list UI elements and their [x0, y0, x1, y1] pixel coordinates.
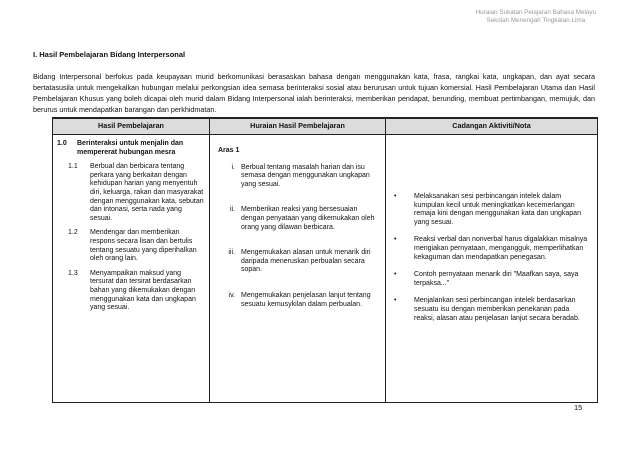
description-text: Mengemukakan alasan untuk menarik diri daripada meneruskan perbualan secara sopan.	[241, 249, 371, 274]
description-item	[218, 164, 379, 190]
activities-cell	[386, 135, 598, 403]
description-number: iv.	[228, 291, 235, 299]
section-title: I. Hasil Pembelajaran Bidang Interpersonal	[33, 50, 186, 59]
outcome-item-text: Mendengar dan memberikan respons secara lisan dan bertulis tentang sesuatu yang diperihalkan oleh orang lain.	[90, 229, 197, 263]
description-text: Berbual tentang masalah harian dan isu semasa dengan menggunakan ungkapan yang sesuai.	[241, 163, 370, 188]
intro-text: Bidang Interpersonal berfokus pada keupayaan murid berkomunikasi berasaskan bahasa dengan menggunakan kata, frasa, rangkai kata, ungkapan, dan ayat secara bertatasusila untuk mengekalkan hubungan melalui perkongsian idea semasa berinteraksi sosial atau berurusan untuk tujuan komersial. Hasil Pembelajaran Utama dan Hasil Pembelajaran Khusus yang boleh dicapai oleh murid dalam Bidang Interpersonal ialah berinteraksi, memberikan pendapat, berunding, membuat pertimbangan, memujuk, dan berurus untuk mendapatkan barangan dan perkhidmatan.	[33, 72, 595, 114]
activity-item	[394, 297, 591, 323]
header-huraian: Huraian Hasil Pembelajaran	[210, 118, 386, 135]
page-number: 15	[574, 403, 583, 412]
outcome-item-text: Menyampaikan maksud yang tersurat dan tersirat berdasarkan bahan yang dikemukakan dengan menggunakan kata dan ungkapan yang sesuai.	[90, 269, 196, 312]
bullet-icon: •	[394, 193, 397, 200]
activity-text: Reaksi verbal dan nonverbal harus digalakkan misalnya mengiakan pernyataan, mengangguk, memperlihatkan kekaguman dan mendapatkan penegasan.	[414, 236, 588, 261]
header-cadangan-aktiviti: Cadangan Aktiviti/Nota	[386, 118, 598, 135]
description-text: Mengemukakan penjelasan lanjut tentang sesuatu kemusykilan dalam perbualan.	[241, 291, 371, 308]
outcomes-cell	[53, 135, 210, 403]
description-item	[218, 292, 379, 309]
running-header	[476, 9, 596, 25]
header-hasil-pembelajaran: Hasil Pembelajaran	[53, 118, 210, 135]
description-item	[218, 249, 379, 275]
activity-item	[394, 236, 591, 262]
outcome-item	[57, 270, 205, 313]
intro-paragraph	[33, 71, 595, 115]
table-header-row	[53, 118, 598, 135]
outcome-item	[57, 229, 205, 263]
level-title: Aras 1	[218, 147, 240, 154]
description-number: ii.	[229, 206, 235, 214]
descriptions-cell	[210, 135, 386, 403]
activity-text: Contoh pernyataan menarik diri "Maafkan saya, saya terpaksa..."	[414, 271, 579, 287]
table-row	[53, 135, 598, 403]
activity-text: Menjalankan sesi perbincangan intelek berdasarkan sesuatu isu dengan memberikan penekanan pada reaksi, alasan atau penjelasan lanjut secara beradab.	[414, 297, 580, 322]
description-text: Memberikan reaksi yang bersesuaian dengan penyataan yang dikemukakan oleh orang yang dilawan berbicara.	[241, 206, 375, 231]
bullet-icon: •	[394, 271, 397, 279]
header-line-1: Huraian Sukatan Pelajaran Bahasa Melayu	[475, 9, 596, 16]
outcome-item-text: Berbual dan berbicara tentang perkara yang berkaitan dengan kehidupan harian yang menyentuh diri, keluarga, rakan dan masyarakat dengan menggunakan kata, sebutan dan intonasi, serta nada yang sesuai.	[90, 163, 204, 222]
bullet-icon: •	[394, 236, 397, 244]
outcome-item-number: 1.2	[68, 229, 78, 237]
outcome-item-number: 1.1	[68, 163, 78, 171]
description-number: i.	[231, 163, 235, 171]
outcome-item	[57, 163, 205, 223]
outcome-title: Berinteraksi untuk menjalin dan mempererat hubungan mesra	[77, 140, 184, 156]
activity-item	[394, 271, 591, 288]
activity-item	[394, 193, 591, 227]
description-number: iii.	[228, 249, 235, 257]
header-line-2: Sekolah Menengah Tingkatan Lima	[486, 17, 586, 24]
outcome-item-number: 1.3	[68, 269, 78, 277]
learning-outcomes-table	[52, 117, 598, 403]
outcome-number: 1.0	[57, 140, 67, 147]
activity-text: Melaksanakan sesi perbincangan intelek dalam kumpulan kecil untuk meningkatkan kecemerlangan remaja kini dengan menggunakan kata dan ungkapan yang sesuai.	[414, 193, 581, 226]
description-item	[218, 206, 379, 232]
outcome-main	[57, 140, 205, 157]
bullet-icon: •	[394, 297, 397, 305]
